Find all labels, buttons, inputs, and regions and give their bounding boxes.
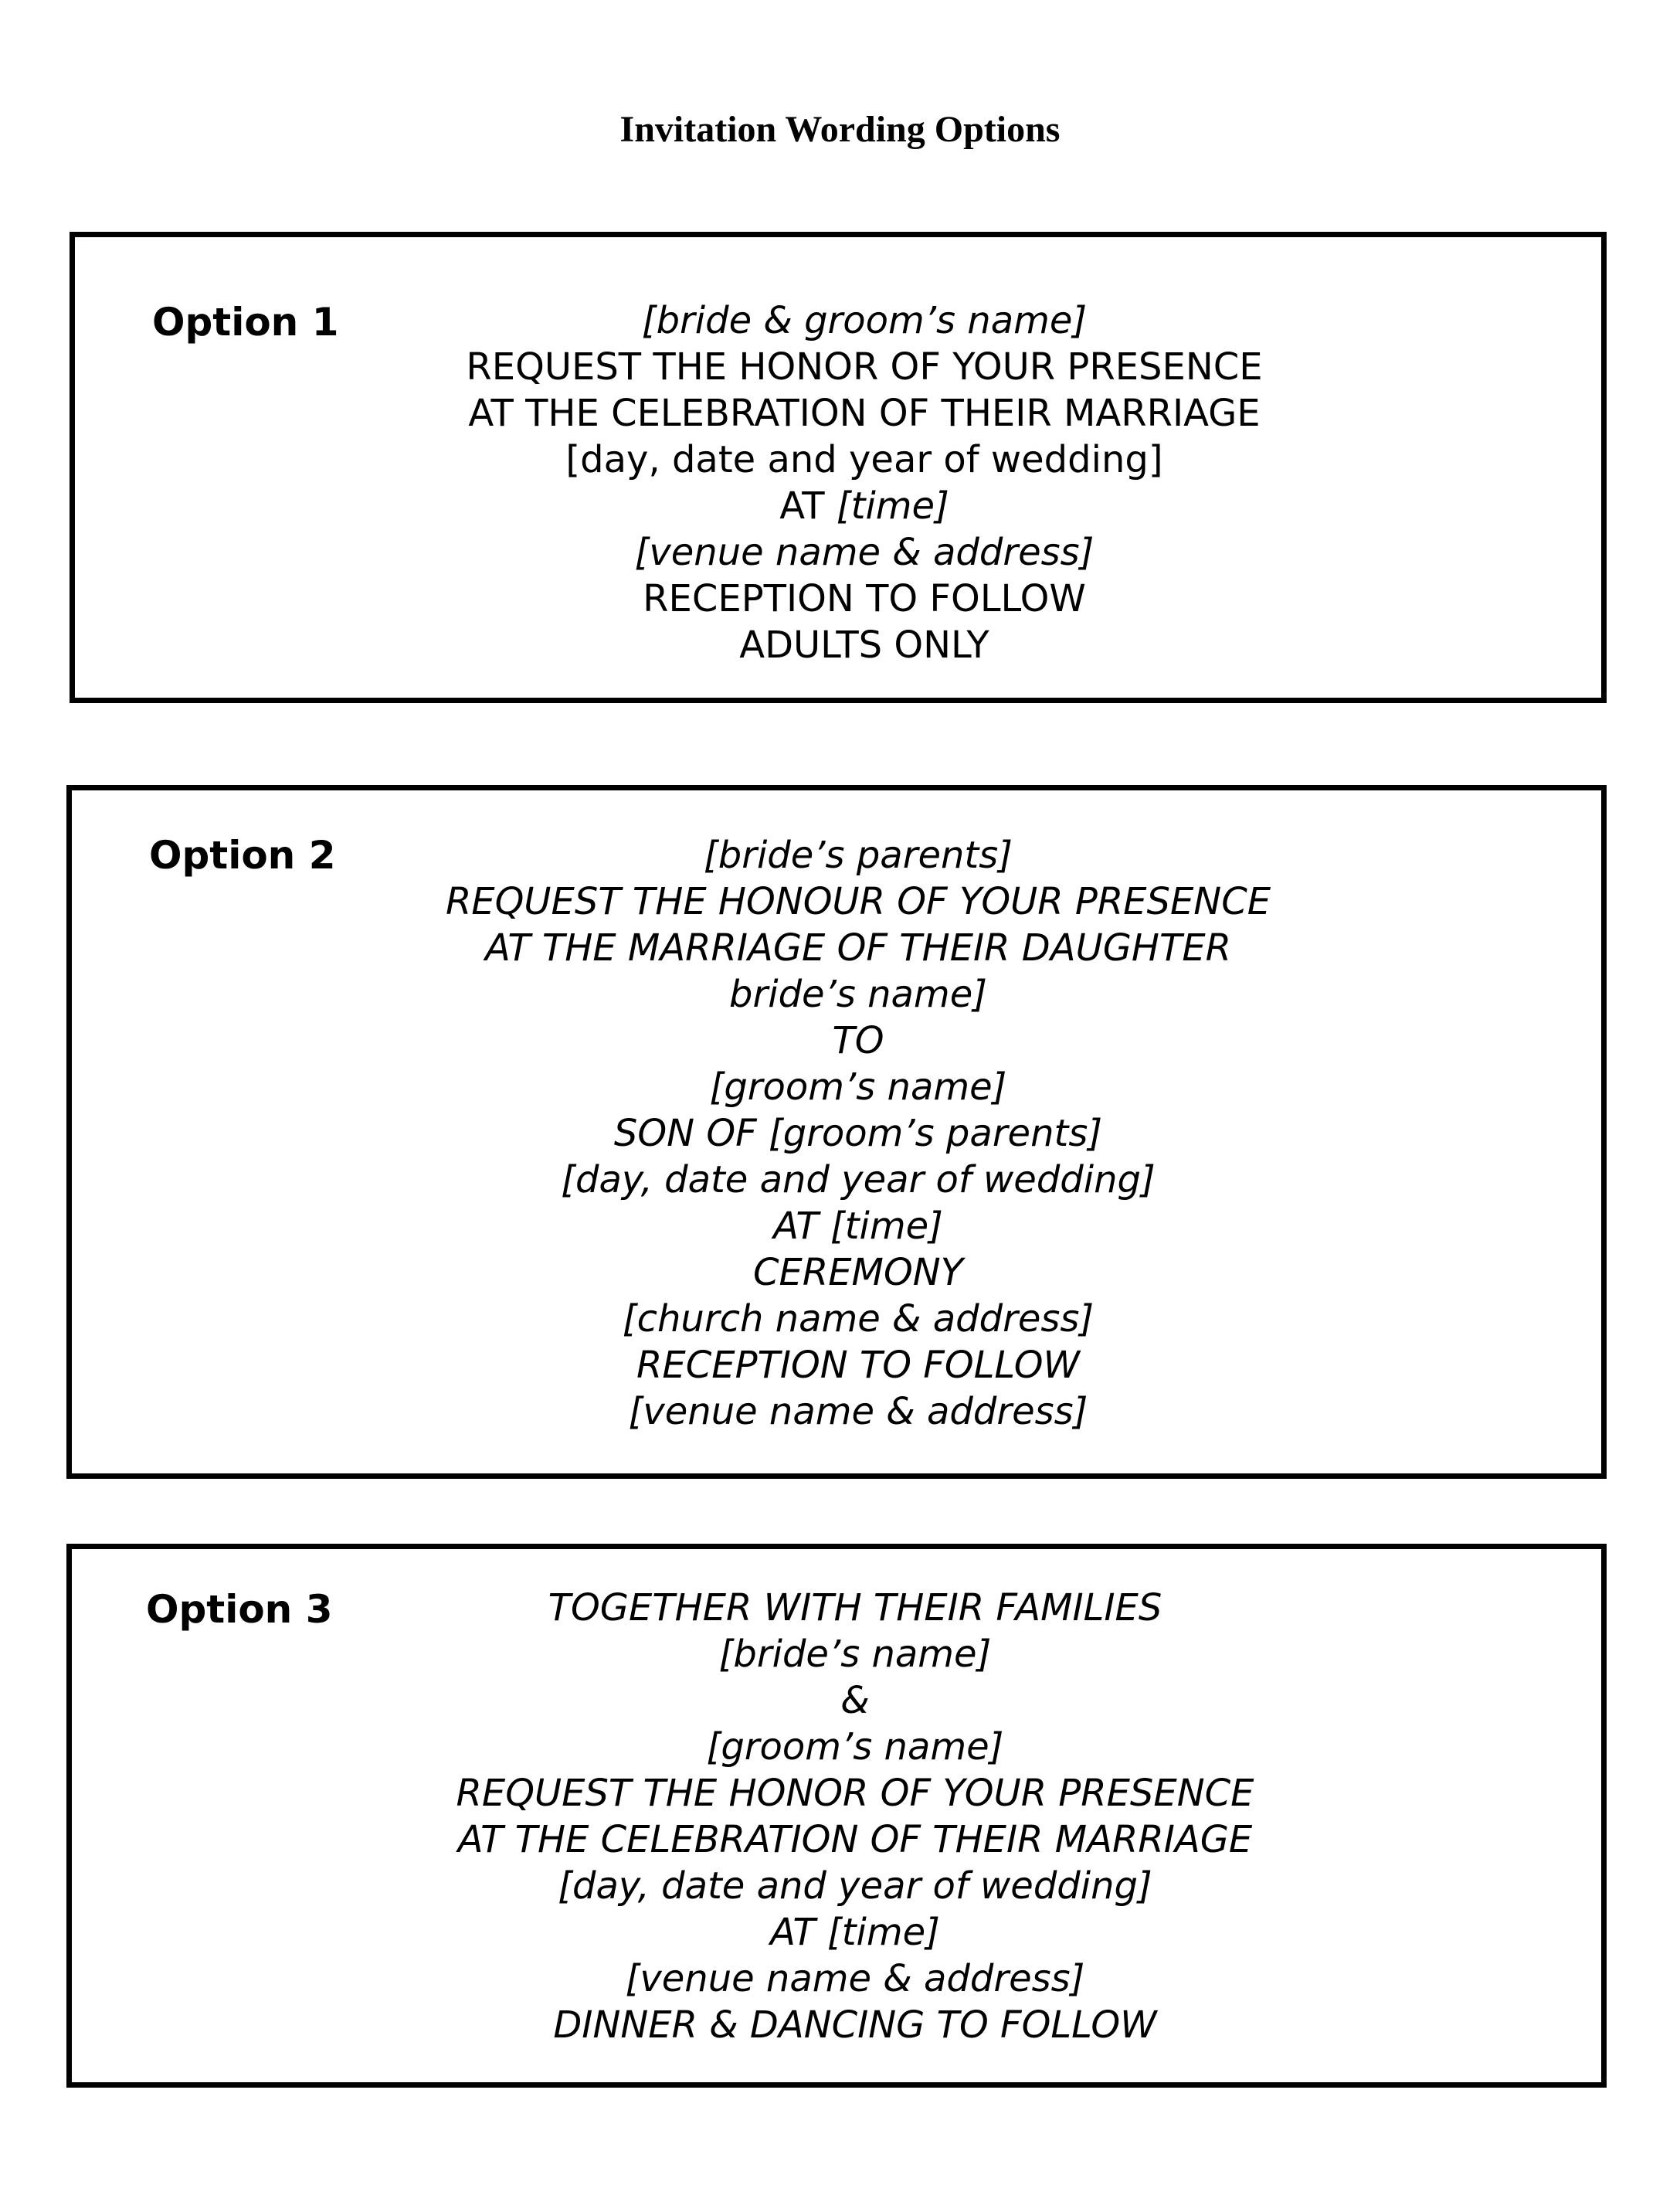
option-2-line-3: AT THE MARRIAGE OF THEIR DAUGHTER [484,926,1232,970]
option-2-line-13: [venue name & address] [628,1390,1088,1433]
option-2-line-8: [day, date and year of wedding] [561,1158,1156,1201]
option-3-line-5: REQUEST THE HONOR OF YOUR PRESENCE [456,1772,1254,1815]
option-3-line-2: [bride’s name] [718,1633,992,1676]
option-2-line-6: [groom’s name] [709,1065,1007,1109]
option-1-line-3: AT THE CELEBRATION OF THEIR MARRIAGE [468,392,1261,435]
option-2-label: Option 2 [149,833,336,878]
option-2-line-9: AT [time] [773,1205,943,1248]
option-1-box [70,232,1607,703]
page-title: Invitation Wording Options [619,109,1061,150]
option-2-line-7: SON OF [groom’s parents] [613,1112,1103,1155]
option-1-line-6: [venue name & address] [634,531,1095,574]
option-3-label: Option 3 [146,1587,333,1632]
option-2-box [66,785,1607,1479]
option-2-line-11: [church name & address] [622,1297,1095,1341]
option-3-wording [314,1585,1396,2048]
option-2-wording [317,832,1399,1435]
option-1-at-text: AT [779,484,825,528]
option-1-line-7: RECEPTION TO FOLLOW [643,577,1086,620]
option-3-line-7: [day, date and year of wedding] [558,1864,1152,1908]
option-3-line-8: AT [time] [770,1911,940,1954]
option-1-line-2: REQUEST THE HONOR OF YOUR PRESENCE [466,345,1263,389]
option-2-line-1: [bride’s parents] [704,834,1013,877]
option-2-line-4: bride’s name] [729,973,987,1016]
option-3-line-9: [venue name & address] [625,1957,1085,2000]
option-3-box [66,1544,1607,2088]
option-3-line-1: TOGETHER WITH THEIR FAMILIES [548,1586,1162,1629]
option-1-line-8: ADULTS ONLY [739,624,989,667]
option-3-line-4: [groom’s name] [706,1725,1004,1769]
option-3-line-3: & [840,1679,870,1722]
option-1-wording [324,297,1405,668]
option-2-line-12: RECEPTION TO FOLLOW [636,1344,1080,1387]
option-1-line-4: [day, date and year of wedding] [565,438,1163,481]
option-2-line-5: TO [832,1019,884,1062]
option-3-line-6: AT THE CELEBRATION OF THEIR MARRIAGE [457,1818,1253,1861]
option-3-line-10: DINNER & DANCING TO FOLLOW [553,2003,1157,2047]
option-1-time-text: [time] [836,484,949,528]
option-1-line-1: [bride & groom’s name] [641,299,1088,342]
option-1-line-5 [324,483,1405,529]
option-2-line-10: CEREMONY [753,1251,963,1294]
option-2-line-2: REQUEST THE HONOUR OF YOUR PRESENCE [445,880,1271,923]
option-1-label: Option 1 [152,300,339,345]
